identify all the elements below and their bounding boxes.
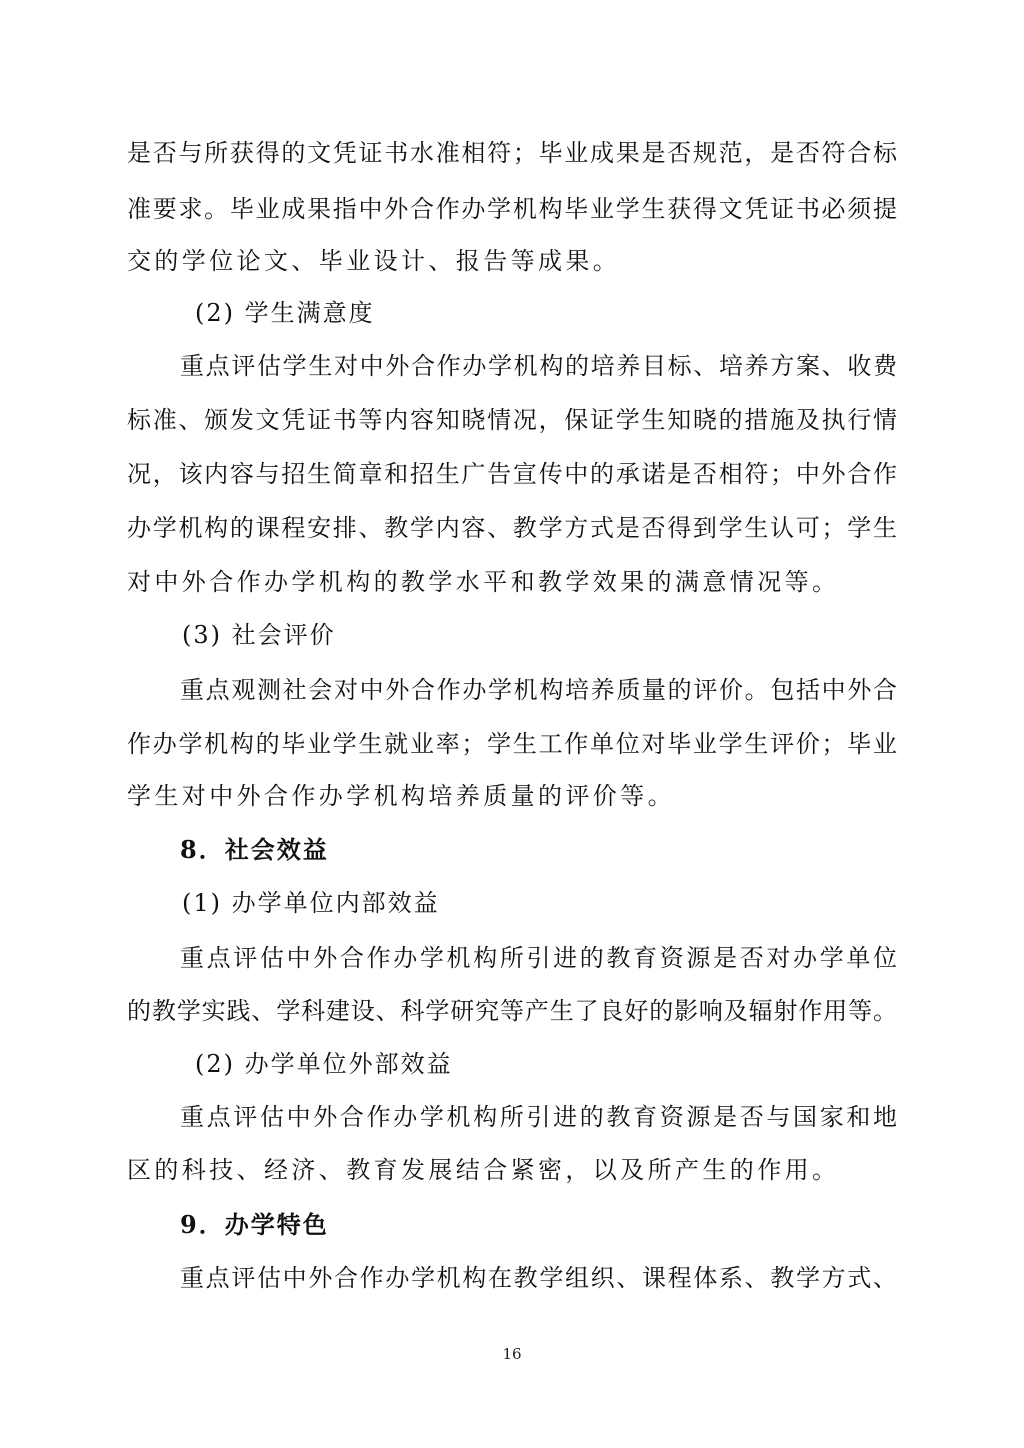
subsection-heading: (2) 办学单位外部效益	[195, 1050, 453, 1078]
subsection-heading: (3) 社会评价	[182, 621, 336, 649]
body-text-line: 准要求。毕业成果指中外合作办学机构毕业学生获得文凭证书必须提	[127, 195, 897, 223]
body-text-line: 作办学机构的毕业学生就业率；学生工作单位对毕业学生评价；毕业	[127, 730, 897, 758]
body-text-line: 重点评估中外合作办学机构在教学组织、课程体系、教学方式、	[180, 1264, 897, 1292]
body-text-line: 重点评估中外合作办学机构所引进的教育资源是否与国家和地	[180, 1103, 897, 1131]
body-text-line: 况，该内容与招生简章和招生广告宣传中的承诺是否相符；中外合作	[127, 460, 897, 488]
body-text-line: 对中外合作办学机构的教学水平和教学效果的满意情况等。	[127, 568, 840, 596]
body-text-line: 重点观测社会对中外合作办学机构培养质量的评价。包括中外合	[180, 676, 897, 704]
body-text-line: 交的学位论文、毕业设计、报告等成果。	[127, 247, 621, 275]
body-text-line: 区的科技、经济、教育发展结合紧密，以及所产生的作用。	[127, 1156, 840, 1184]
subsection-heading: (2) 学生满意度	[195, 299, 375, 327]
body-text-line: 重点评估中外合作办学机构所引进的教育资源是否对办学单位	[180, 944, 897, 972]
section-heading: 8．社会效益	[180, 835, 329, 864]
body-text-line: 是否与所获得的文凭证书水准相符；毕业成果是否规范，是否符合标	[127, 139, 897, 167]
body-text-line: 标准、颁发文凭证书等内容知晓情况，保证学生知晓的措施及执行情	[127, 406, 897, 434]
page-number: 16	[502, 1345, 522, 1363]
body-text-line: 的教学实践、学科建设、科学研究等产生了良好的影响及辐射作用等。	[127, 997, 897, 1025]
subsection-heading: (1) 办学单位内部效益	[182, 889, 440, 917]
body-text-line: 重点评估学生对中外合作办学机构的培养目标、培养方案、收费	[180, 352, 897, 380]
body-text-line: 学生对中外合作办学机构培养质量的评价等。	[127, 782, 675, 810]
section-heading: 9．办学特色	[180, 1210, 329, 1239]
body-text-line: 办学机构的课程安排、教学内容、教学方式是否得到学生认可；学生	[127, 514, 897, 542]
